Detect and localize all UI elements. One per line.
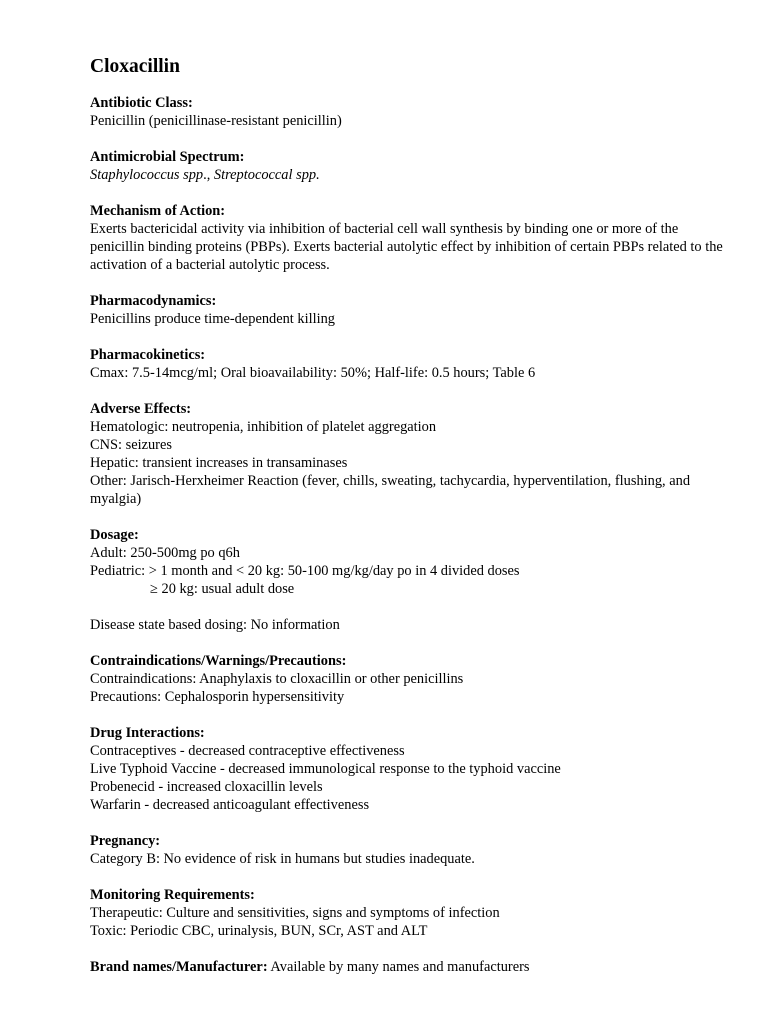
section-heading: Pharmacokinetics: bbox=[90, 347, 206, 363]
section-pharmacodynamics bbox=[90, 292, 730, 328]
section-pharmacokinetics bbox=[90, 346, 730, 382]
adverse-effect-line: CNS: seizures bbox=[90, 437, 172, 453]
section-heading: Dosage: bbox=[90, 527, 139, 543]
organism-name: Streptococcal spp. bbox=[213, 167, 320, 183]
section-text: Penicillin (penicillinase-resistant penicillin) bbox=[90, 113, 342, 129]
section-heading: Pregnancy: bbox=[90, 833, 161, 849]
section-pregnancy bbox=[90, 832, 730, 868]
section-heading: Pharmacodynamics: bbox=[90, 293, 217, 309]
interaction-line: Contraceptives - decreased contraceptive effectiveness bbox=[90, 743, 405, 759]
section-drug-interactions bbox=[90, 724, 730, 814]
section-contraindications bbox=[90, 652, 730, 706]
document-title: Cloxacillin bbox=[90, 56, 180, 77]
adverse-effect-line: Hepatic: transient increases in transaminases bbox=[90, 455, 348, 471]
section-antimicrobial-spectrum bbox=[90, 148, 730, 184]
dosage-pediatric: Pediatric: > 1 month and < 20 kg: 50-100 mg/kg/day po in 4 divided doses bbox=[90, 563, 520, 579]
contraindication-line: Precautions: Cephalosporin hypersensitivity bbox=[90, 689, 345, 705]
section-brand bbox=[90, 958, 730, 976]
section-heading: Brand names/Manufacturer: bbox=[90, 959, 268, 975]
section-heading: Antimicrobial Spectrum: bbox=[90, 149, 245, 165]
organism-name: Staphylococcus spp bbox=[90, 167, 204, 183]
section-text: Exerts bactericidal activity via inhibition of bacterial cell wall synthesis by binding one or more of the penicillin binding proteins (PBPs). Exerts bacterial autolytic effect by inhibition of certain PBPs related to the activation of a bacterial autolytic process. bbox=[90, 221, 723, 273]
dosage-pediatric-continued: ≥ 20 kg: usual adult dose bbox=[150, 581, 295, 597]
interaction-line: Live Typhoid Vaccine - decreased immunological response to the typhoid vaccine bbox=[90, 761, 561, 777]
separator: ., bbox=[203, 167, 214, 183]
section-mechanism bbox=[90, 202, 730, 274]
section-heading: Mechanism of Action: bbox=[90, 203, 226, 219]
adverse-effect-line: Hematologic: neutropenia, inhibition of platelet aggregation bbox=[90, 419, 437, 435]
section-adverse-effects bbox=[90, 400, 730, 508]
section-heading: Contraindications/Warnings/Precautions: bbox=[90, 653, 347, 669]
section-monitoring bbox=[90, 886, 730, 940]
section-heading: Monitoring Requirements: bbox=[90, 887, 255, 903]
section-heading: Antibiotic Class: bbox=[90, 95, 193, 111]
contraindication-line: Contraindications: Anaphylaxis to cloxacillin or other penicillins bbox=[90, 671, 464, 687]
section-text: Category B: No evidence of risk in humans but studies inadequate. bbox=[90, 851, 475, 867]
section-heading: Adverse Effects: bbox=[90, 401, 192, 417]
section-antibiotic-class bbox=[90, 94, 730, 130]
adverse-effect-line: Other: Jarisch-Herxheimer Reaction (fever, chills, sweating, tachycardia, hyperventilation, flushing, and myalgia) bbox=[90, 473, 691, 507]
section-text: Penicillins produce time-dependent killing bbox=[90, 311, 335, 327]
section-disease-state bbox=[90, 616, 730, 634]
interaction-line: Probenecid - increased cloxacillin levels bbox=[90, 779, 323, 795]
monitoring-line: Toxic: Periodic CBC, urinalysis, BUN, SCr, AST and ALT bbox=[90, 923, 428, 939]
interaction-line: Warfarin - decreased anticoagulant effectiveness bbox=[90, 797, 370, 813]
document-page bbox=[90, 55, 730, 994]
section-text: Disease state based dosing: No information bbox=[90, 617, 340, 633]
section-dosage bbox=[90, 526, 730, 598]
section-text bbox=[90, 166, 730, 184]
brand-text: Available by many names and manufacturers bbox=[270, 959, 530, 975]
section-text: Cmax: 7.5-14mcg/ml; Oral bioavailability: 50%; Half-life: 0.5 hours; Table 6 bbox=[90, 365, 536, 381]
dosage-adult: Adult: 250-500mg po q6h bbox=[90, 545, 240, 561]
monitoring-line: Therapeutic: Culture and sensitivities, signs and symptoms of infection bbox=[90, 905, 500, 921]
section-text bbox=[90, 958, 730, 976]
section-heading: Drug Interactions: bbox=[90, 725, 205, 741]
